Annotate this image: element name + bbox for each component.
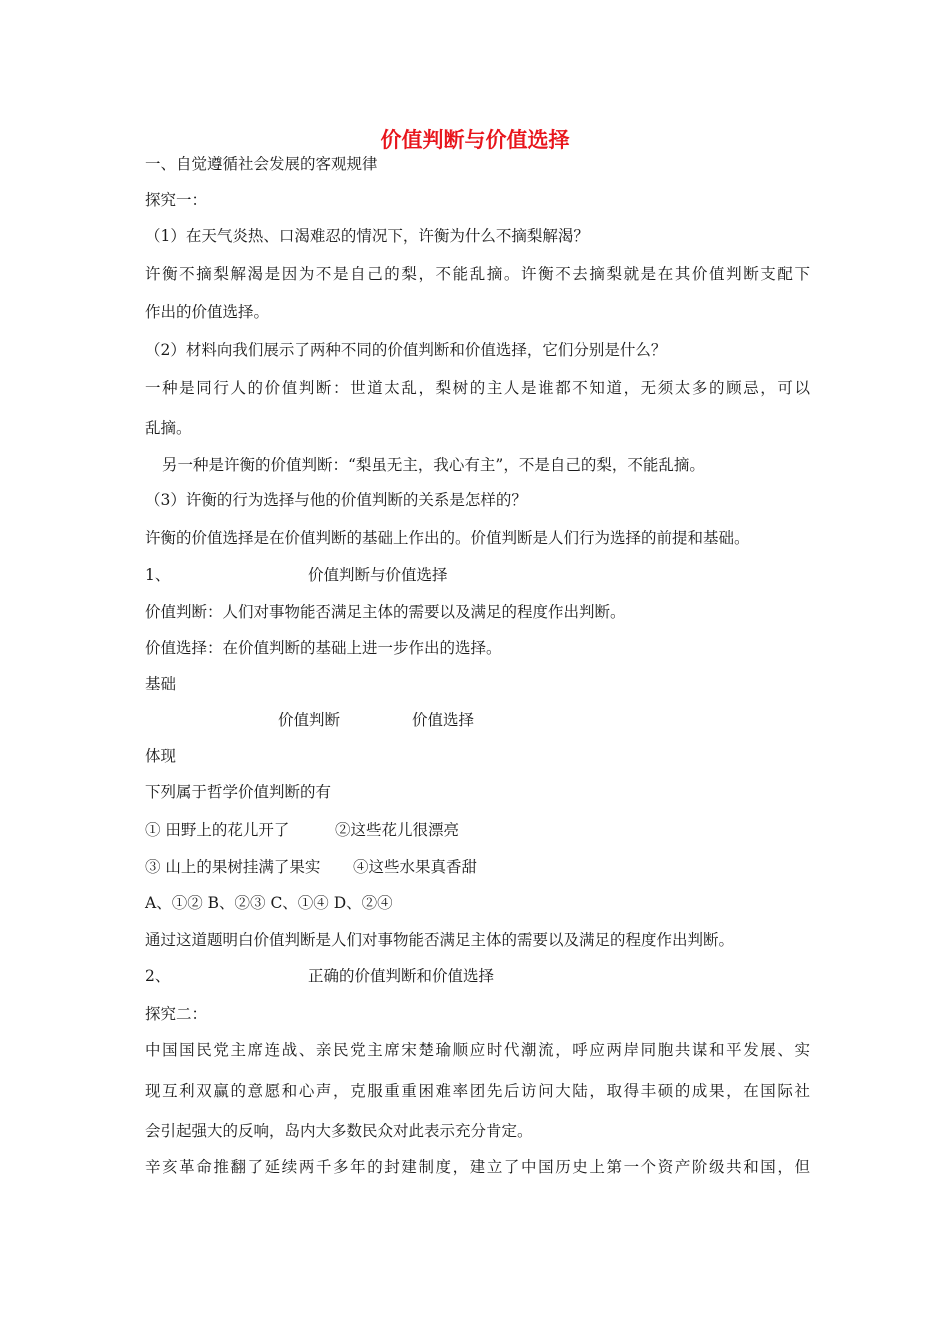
- material-2-line-1: 辛亥革命推翻了延续两千多年的封建制度，建立了中国历史上第一个资产阶级共和国，但: [145, 1158, 810, 1176]
- exercise-question: 下列属于哲学价值判断的有: [145, 783, 332, 801]
- definition-judgment: 价值判断：人们对事物能否满足主体的需要以及满足的程度作出判断。: [145, 603, 626, 621]
- section-heading: 一、自觉遵循社会发展的客观规律: [145, 155, 378, 173]
- option-2: ②这些花儿很漂亮: [335, 821, 460, 839]
- option-3: ③ 山上的果树挂满了果实: [145, 858, 321, 876]
- diagram-label-basis: 基础: [145, 675, 177, 693]
- subsection-1-number: 1、: [145, 566, 171, 584]
- question-1: （1）在天气炎热、口渴难忍的情况下，许衡为什么不摘梨解渴？: [145, 227, 589, 245]
- subsection-1-title: 价值判断与价值选择: [308, 566, 448, 584]
- diagram-node-judgment: 价值判断: [278, 711, 341, 729]
- answer-choices: A、①② B、②③ C、①④ D、②④: [145, 894, 393, 912]
- inquiry-heading: 探究一：: [145, 191, 208, 209]
- answer-1-line-1: 许衡不摘梨解渴是因为不是自己的梨，不能乱摘。许衡不去摘梨就是在其价值判断支配下: [145, 265, 810, 283]
- question-2: （2）材料向我们展示了两种不同的价值判断和价值选择，它们分别是什么？: [145, 341, 667, 359]
- answer-3: 许衡的价值选择是在价值判断的基础上作出的。价值判断是人们行为选择的前提和基础。: [145, 529, 750, 547]
- subsection-2-number: 2、: [145, 967, 171, 985]
- option-1: ① 田野上的花儿开了: [145, 821, 290, 839]
- diagram-label-embody: 体现: [145, 747, 177, 765]
- subsection-2-title: 正确的价值判断和价值选择: [308, 967, 495, 985]
- material-1-line-2: 现互利双赢的意愿和心声，克服重重困难率团先后访问大陆，取得丰硕的成果，在国际社: [145, 1082, 810, 1100]
- exercise-conclusion: 通过这道题明白价值判断是人们对事物能否满足主体的需要以及满足的程度作出判断。: [145, 931, 735, 949]
- definition-choice: 价值选择：在价值判断的基础上进一步作出的选择。: [145, 639, 502, 657]
- question-3: （3）许衡的行为选择与他的价值判断的关系是怎样的？: [145, 491, 527, 509]
- material-1-line-1: 中国国民党主席连战、亲民党主席宋楚瑜顺应时代潮流，呼应两岸同胞共谋和平发展、实: [145, 1041, 810, 1059]
- answer-2-line-3: 另一种是许衡的价值判断：“梨虽无主，我心有主”，不是自己的梨，不能乱摘。: [162, 456, 705, 474]
- material-1-line-3: 会引起强大的反响，岛内大多数民众对此表示充分肯定。: [145, 1122, 533, 1140]
- inquiry-2-heading: 探究二：: [145, 1005, 208, 1023]
- option-4: ④这些水果真香甜: [353, 858, 478, 876]
- answer-2-line-2: 乱摘。: [145, 419, 192, 437]
- answer-2-line-1: 一种是同行人的价值判断：世道太乱，梨树的主人是谁都不知道，无须太多的顾忌，可以: [145, 379, 810, 397]
- answer-1-line-2: 作出的价值选择。: [145, 303, 270, 321]
- diagram-node-choice: 价值选择: [412, 711, 475, 729]
- page-title: 价值判断与价值选择: [380, 127, 570, 152]
